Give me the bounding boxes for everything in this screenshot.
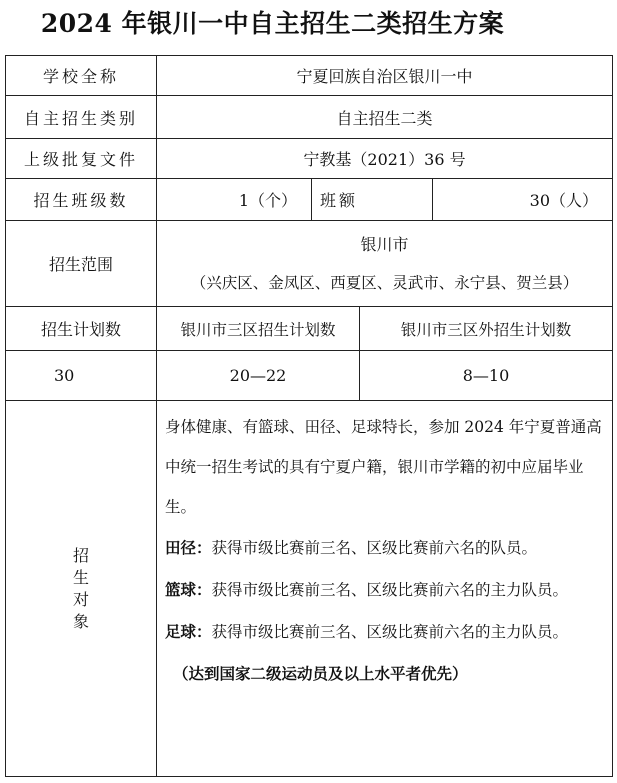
range-city: 银川市 [360, 234, 409, 254]
page-title: 2024 年银川一中自主招生二类招生方案 [40, 9, 505, 38]
plan-outer-label: 银川市三区外招生计划数 [360, 307, 613, 351]
range-districts: （兴庆区、金凤区、西夏区、灵武市、永宁县、贺兰县） [190, 273, 579, 292]
sport-requirement: 获得市级比赛前三名、区级比赛前六名的主力队员。 [211, 623, 569, 642]
category-label: 自主招生类别 [6, 96, 157, 139]
sport-requirement: 获得市级比赛前三名、区级比赛前六名的主力队员。 [211, 581, 569, 600]
target-intro: 身体健康、有篮球、田径、足球特长，参加 2024 年宁夏普通高中统一招生考试的具有宁夏户籍，银川市学籍的初中应届毕业生。 [165, 418, 602, 517]
plan-label: 招生计划数 [6, 307, 157, 351]
target-description [157, 401, 613, 777]
sport-name: 足球： [165, 622, 212, 642]
target-priority-note: （达到国家二级运动员及以上水平者优先） [173, 664, 468, 684]
class-count-value: 1（个） [157, 179, 312, 221]
sport-name: 篮球： [165, 580, 212, 600]
school-name-value: 宁夏回族自治区银川一中 [157, 56, 613, 96]
row-school-name [6, 56, 613, 96]
row-enrollment-target [6, 401, 613, 777]
sport-name: 田径： [165, 538, 212, 558]
school-name-label: 学校全称 [6, 56, 157, 96]
plan-total-value: 30 [6, 351, 157, 401]
approval-value: 宁教基（2021）36 号 [157, 139, 613, 179]
class-count-label: 招生班级数 [6, 179, 157, 221]
plan-inner-label: 银川市三区招生计划数 [157, 307, 360, 351]
row-enrollment-category [6, 96, 613, 139]
row-enrollment-range [6, 221, 613, 307]
target-item-football [165, 611, 606, 653]
row-plan-values [6, 351, 613, 401]
target-item-track [165, 527, 606, 569]
class-size-value: 30（人） [433, 179, 613, 221]
range-label: 招生范围 [6, 221, 157, 307]
row-plan-headers [6, 307, 613, 351]
category-value: 自主招生二类 [157, 96, 613, 139]
plan-inner-value: 20—22 [157, 351, 360, 401]
row-class-count [6, 179, 613, 221]
enrollment-plan-table [5, 55, 613, 777]
plan-outer-value: 8—10 [360, 351, 613, 401]
approval-label: 上级批复文件 [6, 139, 157, 179]
sport-requirement: 获得市级比赛前三名、区级比赛前六名的队员。 [211, 539, 538, 558]
range-value [157, 221, 613, 307]
target-label: 招生对象 [72, 545, 89, 631]
target-item-basketball [165, 569, 606, 611]
row-approval-document [6, 139, 613, 179]
target-label-cell [6, 401, 157, 777]
class-size-label: 班额 [312, 179, 433, 221]
